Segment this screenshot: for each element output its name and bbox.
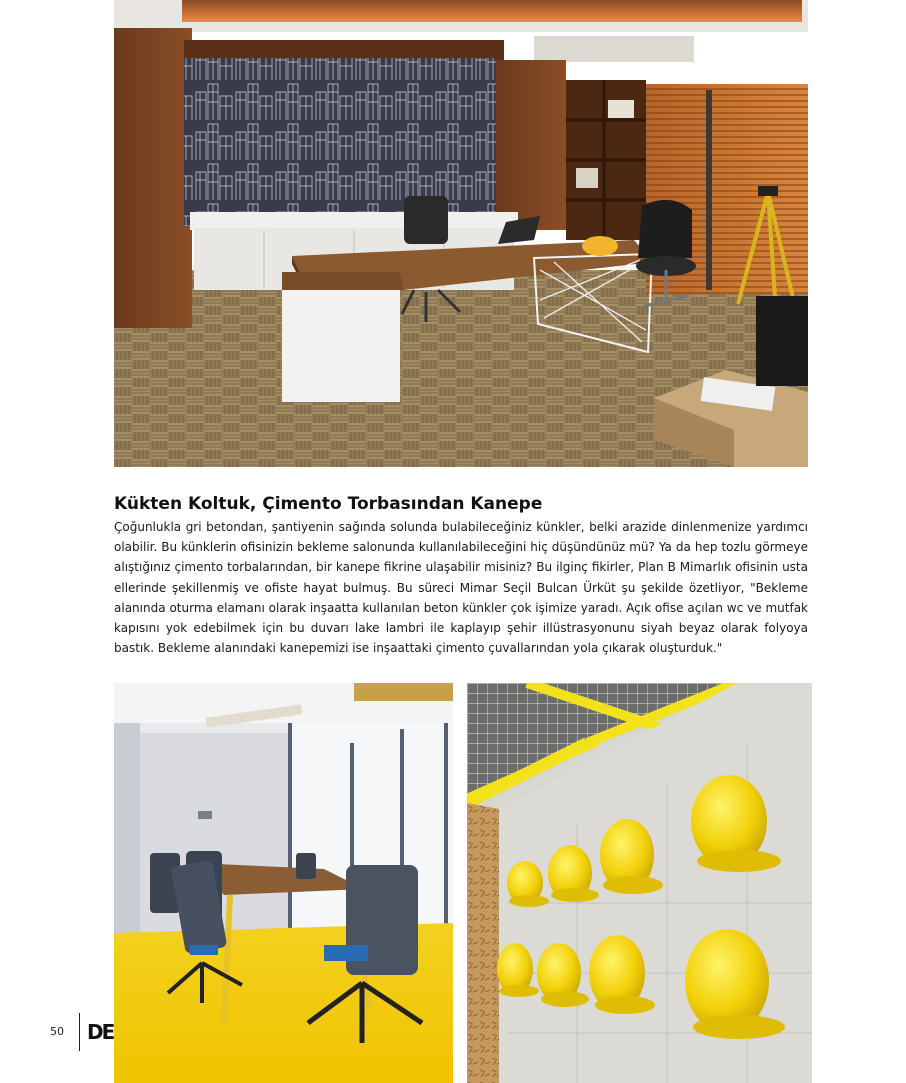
magazine-logo: DE xyxy=(87,1020,114,1044)
office-photo xyxy=(114,0,808,467)
page-number: 50 xyxy=(50,1025,64,1038)
meeting-room-photo xyxy=(114,683,453,1083)
article-body: Çoğunlukla gri betondan, şantiyenin sağında solunda bulabileceğiniz künkler, belki arazide dinlenmenize yardımcı olabilir. Bu künklerin ofisinizin bekleme salonunda kullanılabileceğini hiç düşündünüz mü? Ya da hep tozlu görmeye alıştığınız çimento torbalarından, bir kanepe fikrine ulaşabilir misiniz? Bu ilginç fikirler, Plan B Mimarlık ofisinin usta ellerinde şekillenmiş ve ofiste hayat bulmuş. Bu süreci Mimar Seçil Bulcan Ürküt şu şekilde özetliyor, "Bekleme alanında oturma elamanı olarak inşaatta kullanılan beton künkler çok işimize yaradı. Açık ofise açılan wc ve mutfak kapısını yok edebilmek için bu duvarı lake lambri ile kaplayıp şehir illüstrasyonunu siyah beyaz olarak folyoya bastık. Bekleme alanındaki kanepemizi ise inşaattaki çimento çuvallarından yola çıkarak oluşturduk." xyxy=(114,520,808,656)
article-title: Kükten Koltuk, Çimento Torbasından Kanepe xyxy=(114,494,543,514)
helmet-wall-photo xyxy=(467,683,812,1083)
folio-divider xyxy=(79,1013,80,1051)
